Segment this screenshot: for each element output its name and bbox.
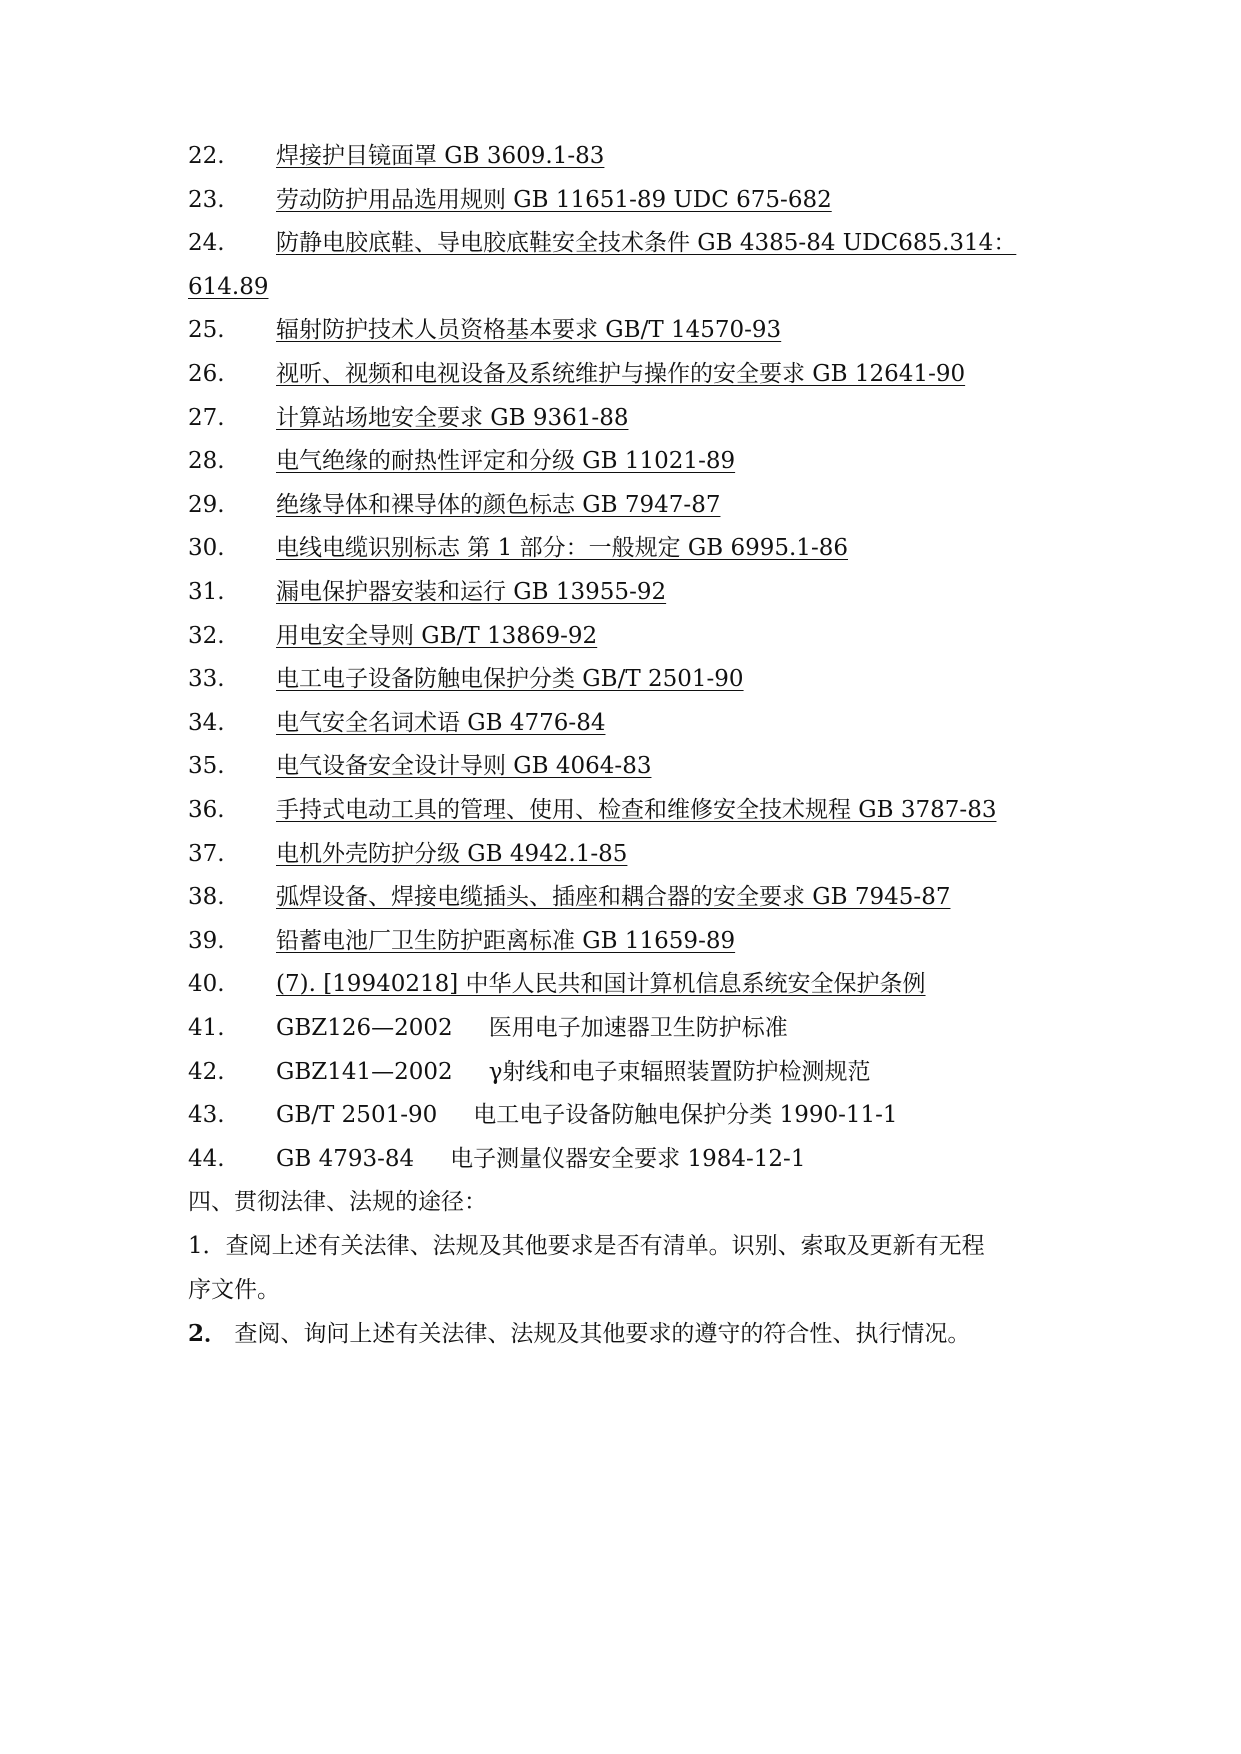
list-item-number: 28. (188, 448, 225, 474)
list-item-number: 39. (188, 928, 225, 954)
list-item (188, 1012, 788, 1044)
list-item-number: 40. (188, 971, 225, 997)
list-item-number: 31. (188, 579, 225, 605)
paragraph-2-text: 查阅、询问上述有关法律、法规及其他要求的遵守的符合性、执行情况。 (227, 1321, 971, 1347)
list-item-text: 电线电缆识别标志 第 1 部分：一般规定 GB 6995.1-86 (276, 535, 848, 561)
list-item-text: 弧焊设备、焊接电缆插头、插座和耦合器的安全要求 GB 7945-87 (276, 884, 951, 910)
list-item-number: 42. (188, 1059, 225, 1085)
list-item (188, 881, 950, 913)
list-item-text: (7). [19940218] 中华人民共和国计算机信息系统安全保护条例 (276, 971, 926, 997)
list-item-text: 漏电保护器安装和运行 GB 13955-92 (276, 579, 667, 605)
list-item-text: 电机外壳防护分级 GB 4942.1-85 (276, 841, 628, 867)
list-item-number: 30. (188, 535, 225, 561)
list-item-text: γ射线和电子束辐照装置防护检测规范 (488, 1059, 871, 1085)
list-item (188, 184, 832, 216)
list-item-code: GB 4793-84 (276, 1146, 415, 1172)
list-item-text: 辐射防护技术人员资格基本要求 GB/T 14570-93 (276, 317, 782, 343)
list-item-number: 41. (188, 1015, 225, 1041)
list-item-number: 35. (188, 753, 225, 779)
list-item-text: 电气绝缘的耐热性评定和分级 GB 11021-89 (276, 448, 736, 474)
list-item-number: 26. (188, 361, 225, 387)
paragraph-1-line-2: 序文件。 (188, 1277, 280, 1303)
list-item-text: 防静电胶底鞋、导电胶底鞋安全技术条件 GB 4385-84 UDC685.314： (276, 230, 1017, 256)
list-item (188, 620, 597, 652)
list-item-text: 电气设备安全设计导则 GB 4064-83 (276, 753, 652, 779)
list-item (188, 1099, 898, 1131)
list-item (188, 358, 965, 390)
list-item (188, 750, 651, 782)
list-item (188, 707, 605, 739)
list-item-text: 焊接护目镜面罩 GB 3609.1-83 (276, 143, 605, 169)
list-item (188, 227, 1016, 259)
list-item-code: GBZ141—2002 (276, 1059, 453, 1085)
list-item-number: 25. (188, 317, 225, 343)
list-item (188, 1143, 805, 1175)
list-item-number: 29. (188, 492, 225, 518)
list-item-text: 计算站场地安全要求 GB 9361-88 (276, 405, 629, 431)
paragraph-2 (188, 1318, 970, 1350)
list-item-number: 33. (188, 666, 225, 692)
list-item-number: 32. (188, 623, 225, 649)
list-item-text: 电工电子设备防触电保护分类 1990-11-1 (473, 1102, 898, 1128)
list-item-number: 22. (188, 143, 225, 169)
list-item-code: GBZ126—2002 (276, 1015, 453, 1041)
list-item (188, 445, 735, 477)
list-item (188, 968, 926, 1000)
list-item-number: 37. (188, 841, 225, 867)
list-item (188, 925, 735, 957)
list-item-code: GB/T 2501-90 (276, 1102, 438, 1128)
list-item-text: 用电安全导则 GB/T 13869-92 (276, 623, 598, 649)
list-item-text: 电工电子设备防触电保护分类 GB/T 2501-90 (276, 666, 744, 692)
section-heading: 四、贯彻法律、法规的途径： (188, 1189, 487, 1215)
paragraph-1-line-1: 1．查阅上述有关法律、法规及其他要求是否有清单。识别、索取及更新有无程 (188, 1233, 985, 1259)
list-item (188, 794, 996, 826)
list-item (188, 1056, 870, 1088)
list-item (188, 576, 666, 608)
list-item-number: 23. (188, 187, 225, 213)
list-item-text: 614.89 (188, 274, 269, 300)
list-item (188, 314, 781, 346)
list-item-text: 电气安全名词术语 GB 4776-84 (276, 710, 606, 736)
list-item-continuation (188, 271, 268, 303)
paragraph-2-number: 2． (188, 1320, 228, 1347)
list-item (188, 532, 848, 564)
list-item-text: 手持式电动工具的管理、使用、检查和维修安全技术规程 GB 3787-83 (276, 797, 997, 823)
list-item-number: 38. (188, 884, 225, 910)
list-item-number: 44. (188, 1146, 225, 1172)
list-item-text: 劳动防护用品选用规则 GB 11651-89 UDC 675-682 (276, 187, 832, 213)
list-item (188, 402, 628, 434)
list-item (188, 489, 720, 521)
list-item-number: 24. (188, 230, 225, 256)
list-item-text: 铅蓄电池厂卫生防护距离标准 GB 11659-89 (276, 928, 736, 954)
list-item-number: 34. (188, 710, 225, 736)
list-item-text: 医用电子加速器卫生防护标准 (488, 1015, 788, 1041)
list-item-text: 视听、视频和电视设备及系统维护与操作的安全要求 GB 12641-90 (276, 361, 966, 387)
list-item (188, 663, 744, 695)
list-item-number: 36. (188, 797, 225, 823)
list-item (188, 140, 604, 172)
list-item-number: 27. (188, 405, 225, 431)
list-item-text: 绝缘导体和裸导体的颜色标志 GB 7947-87 (276, 492, 721, 518)
list-item (188, 838, 627, 870)
list-item-number: 43. (188, 1102, 225, 1128)
list-item-text: 电子测量仪器安全要求 1984-12-1 (450, 1146, 806, 1172)
